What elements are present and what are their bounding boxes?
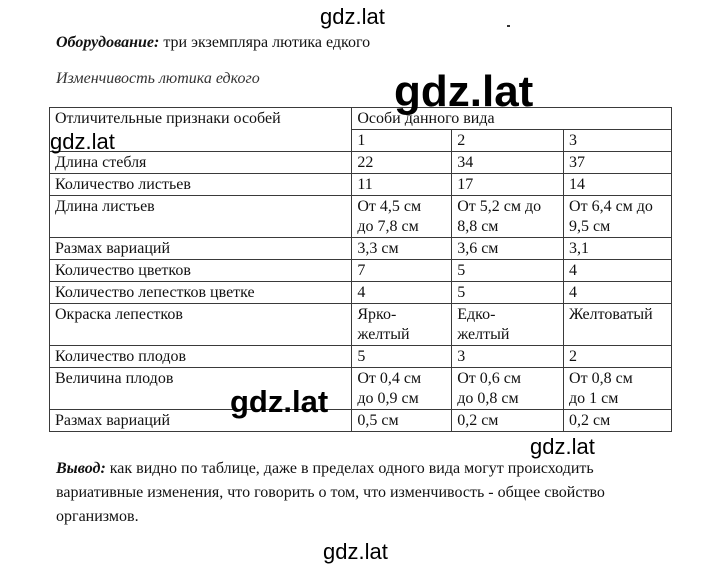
specimen-number-cell: 2: [452, 130, 564, 152]
equipment-label: Оборудование:: [56, 34, 160, 51]
specimen-value-cell: 2: [564, 346, 672, 368]
trait-label-cell: Количество лепестков цветке: [50, 282, 352, 304]
specimen-value-cell: От 5,2 см до 8,8 см: [452, 196, 564, 238]
table-row: [50, 282, 672, 304]
specimen-value-cell: Желтоватый: [564, 304, 672, 346]
specimen-value-cell: От 6,4 см до 9,5 см: [564, 196, 672, 238]
table-row: [50, 174, 672, 196]
table-row: [50, 304, 672, 346]
specimen-value-cell: 3,6 см: [452, 238, 564, 260]
trait-label-cell: Количество цветков: [50, 260, 352, 282]
table-row: [50, 152, 672, 174]
trait-label-cell: Количество листьев: [50, 174, 352, 196]
table-row: [50, 196, 672, 238]
watermark-right: gdz.lat: [530, 434, 595, 459]
trait-label-cell: Длина стебля: [50, 152, 352, 174]
header-specimens-cell: Особи данного вида: [352, 108, 672, 130]
specimen-number-cell: 1: [352, 130, 452, 152]
specimen-value-cell: Едко- желтый: [452, 304, 564, 346]
watermark-bottom: gdz.lat: [323, 539, 388, 564]
trait-label-cell: Количество плодов: [50, 346, 352, 368]
specimen-value-cell: 5: [352, 346, 452, 368]
specimen-value-cell: 22: [352, 152, 452, 174]
specimen-value-cell: 0,2 см: [452, 410, 564, 432]
trait-label-cell: Размах вариаций: [50, 238, 352, 260]
trait-label-cell: Величина плодов: [50, 368, 352, 410]
table-row: [50, 410, 672, 432]
table-row: [50, 368, 672, 410]
specimen-value-cell: 4: [352, 282, 452, 304]
trait-label-cell: Размах вариаций: [50, 410, 352, 432]
specimen-value-cell: 3: [452, 346, 564, 368]
specimen-value-cell: 7: [352, 260, 452, 282]
conclusion-paragraph: [56, 457, 676, 529]
specimen-value-cell: 4: [564, 282, 672, 304]
specimen-value-cell: 37: [564, 152, 672, 174]
specimen-value-cell: 14: [564, 174, 672, 196]
specimen-value-cell: От 0,6 см до 0,8 см: [452, 368, 564, 410]
equipment-text: три экземпляра лютика едкого: [159, 34, 371, 51]
specimen-value-cell: 3,3 см: [352, 238, 452, 260]
table-row: [50, 260, 672, 282]
specimen-value-cell: Ярко- желтый: [352, 304, 452, 346]
specimen-value-cell: От 0,4 см до 0,9 см: [352, 368, 452, 410]
specimen-value-cell: 4: [564, 260, 672, 282]
trait-label-cell: Окраска лепестков: [50, 304, 352, 346]
table-row: [50, 238, 672, 260]
conclusion-label: Вывод:: [56, 460, 106, 477]
variability-table: [49, 107, 672, 432]
header-traits-cell: Отличительные признаки особей: [50, 108, 352, 152]
table-row: [50, 346, 672, 368]
specimen-value-cell: 0,5 см: [352, 410, 452, 432]
table-header-row: [50, 108, 672, 130]
specimen-value-cell: 11: [352, 174, 452, 196]
watermark-top: gdz.lat: [320, 4, 385, 29]
specimen-value-cell: От 4,5 см до 7,8 см: [352, 196, 452, 238]
watermark-large: gdz.lat: [394, 67, 534, 116]
specimen-value-cell: 34: [452, 152, 564, 174]
stray-mark: [507, 25, 510, 27]
watermark-middle: gdz.lat: [230, 384, 329, 419]
trait-label-cell: Длина листьев: [50, 196, 352, 238]
specimen-value-cell: 5: [452, 282, 564, 304]
specimen-number-cell: 3: [564, 130, 672, 152]
specimen-value-cell: 5: [452, 260, 564, 282]
specimen-value-cell: 17: [452, 174, 564, 196]
specimen-value-cell: От 0,8 см до 1 см: [564, 368, 672, 410]
conclusion-text: как видно по таблице, даже в пределах одного вида могут происходить вариативные изменения, что говорить о том, что изменчивость - общее свойство организмов.: [56, 460, 605, 525]
equipment-line: [56, 34, 370, 52]
specimen-value-cell: 3,1: [564, 238, 672, 260]
table-caption: Изменчивость лютика едкого: [56, 70, 260, 87]
specimen-value-cell: 0,2 см: [564, 410, 672, 432]
watermark-left: gdz.lat: [50, 129, 115, 154]
